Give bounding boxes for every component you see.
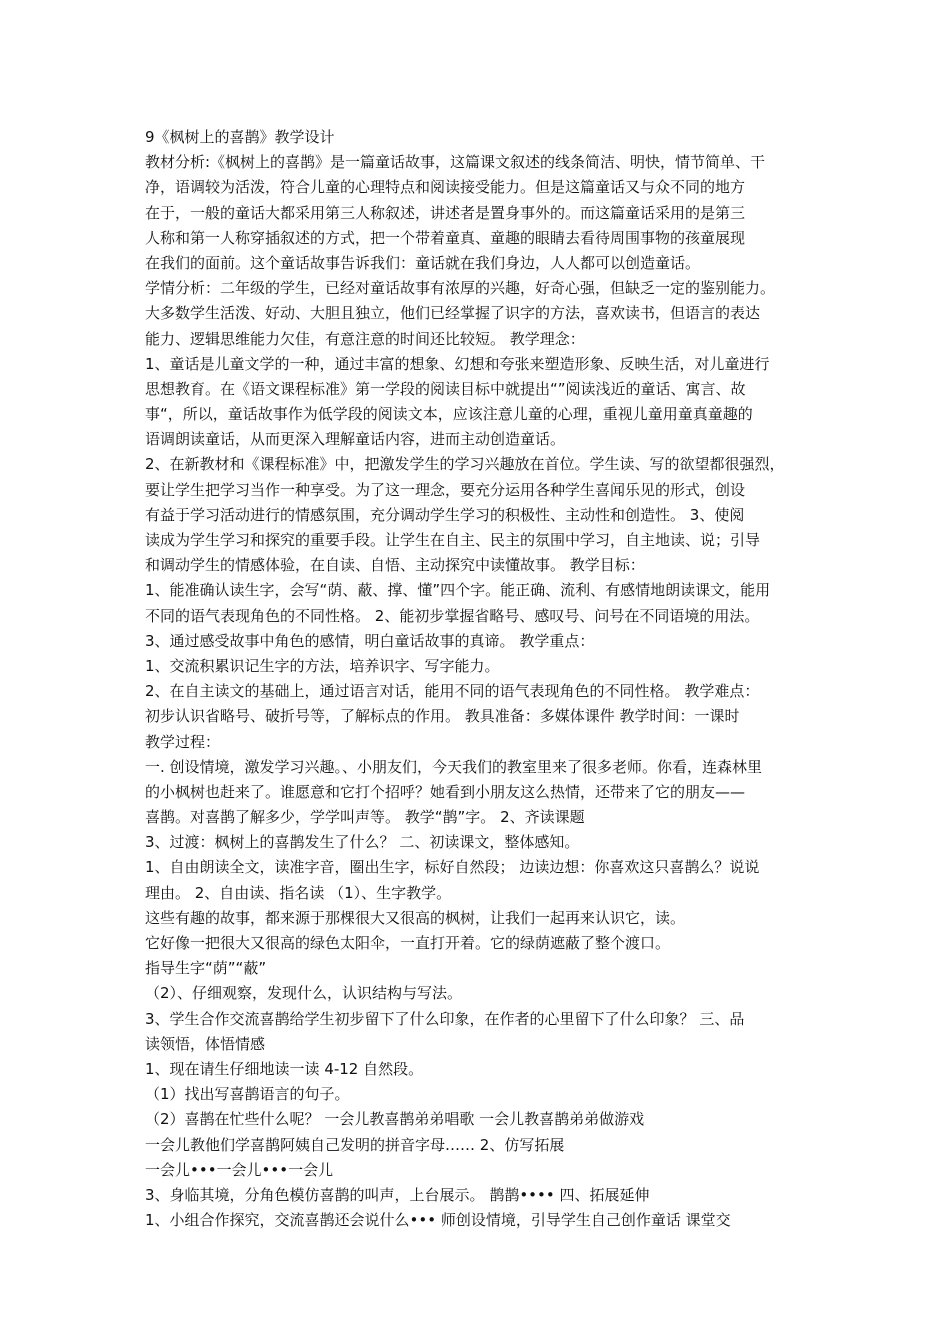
text-line: 能力、逻辑思维能力欠佳，有意注意的时间还比较短。 教学理念： [145,329,585,348]
text-line: 1、自由朗读全文，读准字音，圈出生字，标好自然段； 边读边想：你喜欢这只喜鹊么？说说 [145,858,760,877]
text-line: 1、小组合作探究，交流喜鹊还会说什么••• 师创设情境，引导学生自己创作童话 课堂交 [145,1211,731,1230]
text-line: （2）、仔细观察，发现什么，认识结构与写法。 [145,984,463,1003]
text-line: 语调朗读童话，从而更深入理解童话内容，进而主动创造童话。 [145,430,566,449]
text-line: 一. 创设情境，激发学习兴趣。、小朋友们，今天我们的教室里来了很多老师。你看，连森林里 [145,757,763,776]
text-line: 在于，一般的童话大都采用第三人称叙述，讲述者是置身事外的。而这篇童话采用的是第三 [145,203,746,222]
text-line: 初步认识省略号、破折号等，了解标点的作用。 教具准备：多媒体课件 教学时间：一课时 [145,707,740,726]
text-line: 事“，所以，童话故事作为低学段的阅读文本，应该注意儿童的心理，重视儿童用童真童趣的 [145,405,753,424]
text-line: 指导生字“荫”“蔽” [145,959,267,978]
text-line: 3、通过感受故事中角色的感情，明白童话故事的真谛。 教学重点： [145,631,595,650]
text-line: 大多数学生活泼、好动、大胆且独立，他们已经掌握了识字的方法，喜欢读书，但语言的表达 [145,304,761,323]
text-line: 2、在新教材和《课程标准》中，把激发学生的学习兴趣放在首位。学生读、写的欲望都很强烈， [145,455,785,474]
text-line: 要让学生把学习当作一种享受。为了这一理念，要充分运用各种学生喜闻乐见的形式，创设 [145,480,746,499]
text-line: 3、过渡：枫树上的喜鹊发生了什么？ 二、初读课文，整体感知。 [145,833,580,852]
text-line: 在我们的面前。这个童话故事告诉我们：童话就在我们身边，人人都可以创造童话。 [145,253,701,272]
text-line: 思想教育。在《语文课程标准》第一学段的阅读目标中就提出“”阅读浅近的童话、寓言、故 [145,379,746,398]
text-line: 有益于学习活动进行的情感氛围，充分调动学生学习的积极性、主动性和创造性。 3、使阅 [145,505,745,524]
document-body [145,125,815,1233]
text-line: 学情分析：二年级的学生，已经对童话故事有浓厚的兴趣，好奇心强，但缺乏一定的鉴别能力。 [145,279,776,298]
text-line: 一会儿教他们学喜鹊阿姨自己发明的拼音字母…… 2、仿写拓展 [145,1135,565,1154]
text-line: 它好像一把很大又很高的绿色太阳伞，一直打开着。它的绿荫遮蔽了整个渡口。 [145,934,671,952]
text-line: （2）喜鹊在忙些什么呢？ 一会儿教喜鹊弟弟唱歌 一会儿教喜鹊弟弟做游戏 [145,1110,645,1129]
text-line: 3、身临其境，分角色模仿喜鹊的叫声，上台展示。 鹊鹊•••• 四、拓展延伸 [145,1185,650,1204]
text-line: 这些有趣的故事，都来源于那棵很大又很高的枫树，让我们一起再来认识它，读。 [145,908,686,927]
text-line: 1、现在请生仔细地读一读 4-12 自然段。 [145,1059,424,1078]
text-line: 读成为学生学习和探究的重要手段。让学生在自主、民主的氛围中学习，自主地读、说；引导 [145,531,761,549]
text-line: 3、学生合作交流喜鹊给学生初步留下了什么印象，在作者的心里留下了什么印象？ 三、品 [145,1009,745,1028]
text-line: 理由。 2、自由读、指名读 （1）、生字教学。 [145,883,452,902]
text-line: 2、在自主读文的基础上，通过语言对话，能用不同的语气表现角色的不同性格。 教学难点： [145,682,760,701]
text-line: 读领悟，体悟情感 [145,1034,266,1053]
text-line: 的小枫树也赶来了。谁愿意和它打个招呼？她看到小朋友这么热情，还带来了它的朋友—— [145,782,746,801]
text-line: 1、能准确认读生字，会写“荫、蔽、撑、懂”四个字。能正确、流利、有感情地朗读课文，能用 [145,581,771,600]
text-line: （1）找出写喜鹊语言的句子。 [145,1085,350,1104]
section-heading: 教学过程： [145,732,221,751]
text-line: 喜鹊。对喜鹊了解多少，学学叫声等。 教学“鹊”字。 2、齐读课题 [145,808,585,827]
text-line: 1、交流积累识记生字的方法，培养识字、写字能力。 [145,656,500,675]
text-line: 1、童话是儿童文学的一种，通过丰富的想象、幻想和夸张来塑造形象、反映生活，对儿童进行 [145,354,770,373]
text-line: 净，语调较为活泼，符合儿童的心理特点和阅读接受能力。但是这篇童话又与众不同的地方 [145,178,746,197]
document-title: 9《枫树上的喜鹊》教学设计 [145,128,335,146]
text-line: 不同的语气表现角色的不同性格。 2、能初步掌握省略号、感叹号、问号在不同语境的用法。 [145,606,760,625]
text-line: 一会儿•••一会儿•••一会儿 [145,1160,334,1179]
text-line: 教材分析:《枫树上的喜鹊》是一篇童话故事，这篇课文叙述的线条简洁、明快，情节简单、干 [145,153,766,172]
text-line: 人称和第一人称穿插叙述的方式，把一个带着童真、童趣的眼睛去看待周围事物的孩童展现 [145,228,746,247]
text-line: 和调动学生的情感体验，在自读、自悟、主动探究中读懂故事。 教学目标： [145,556,645,575]
